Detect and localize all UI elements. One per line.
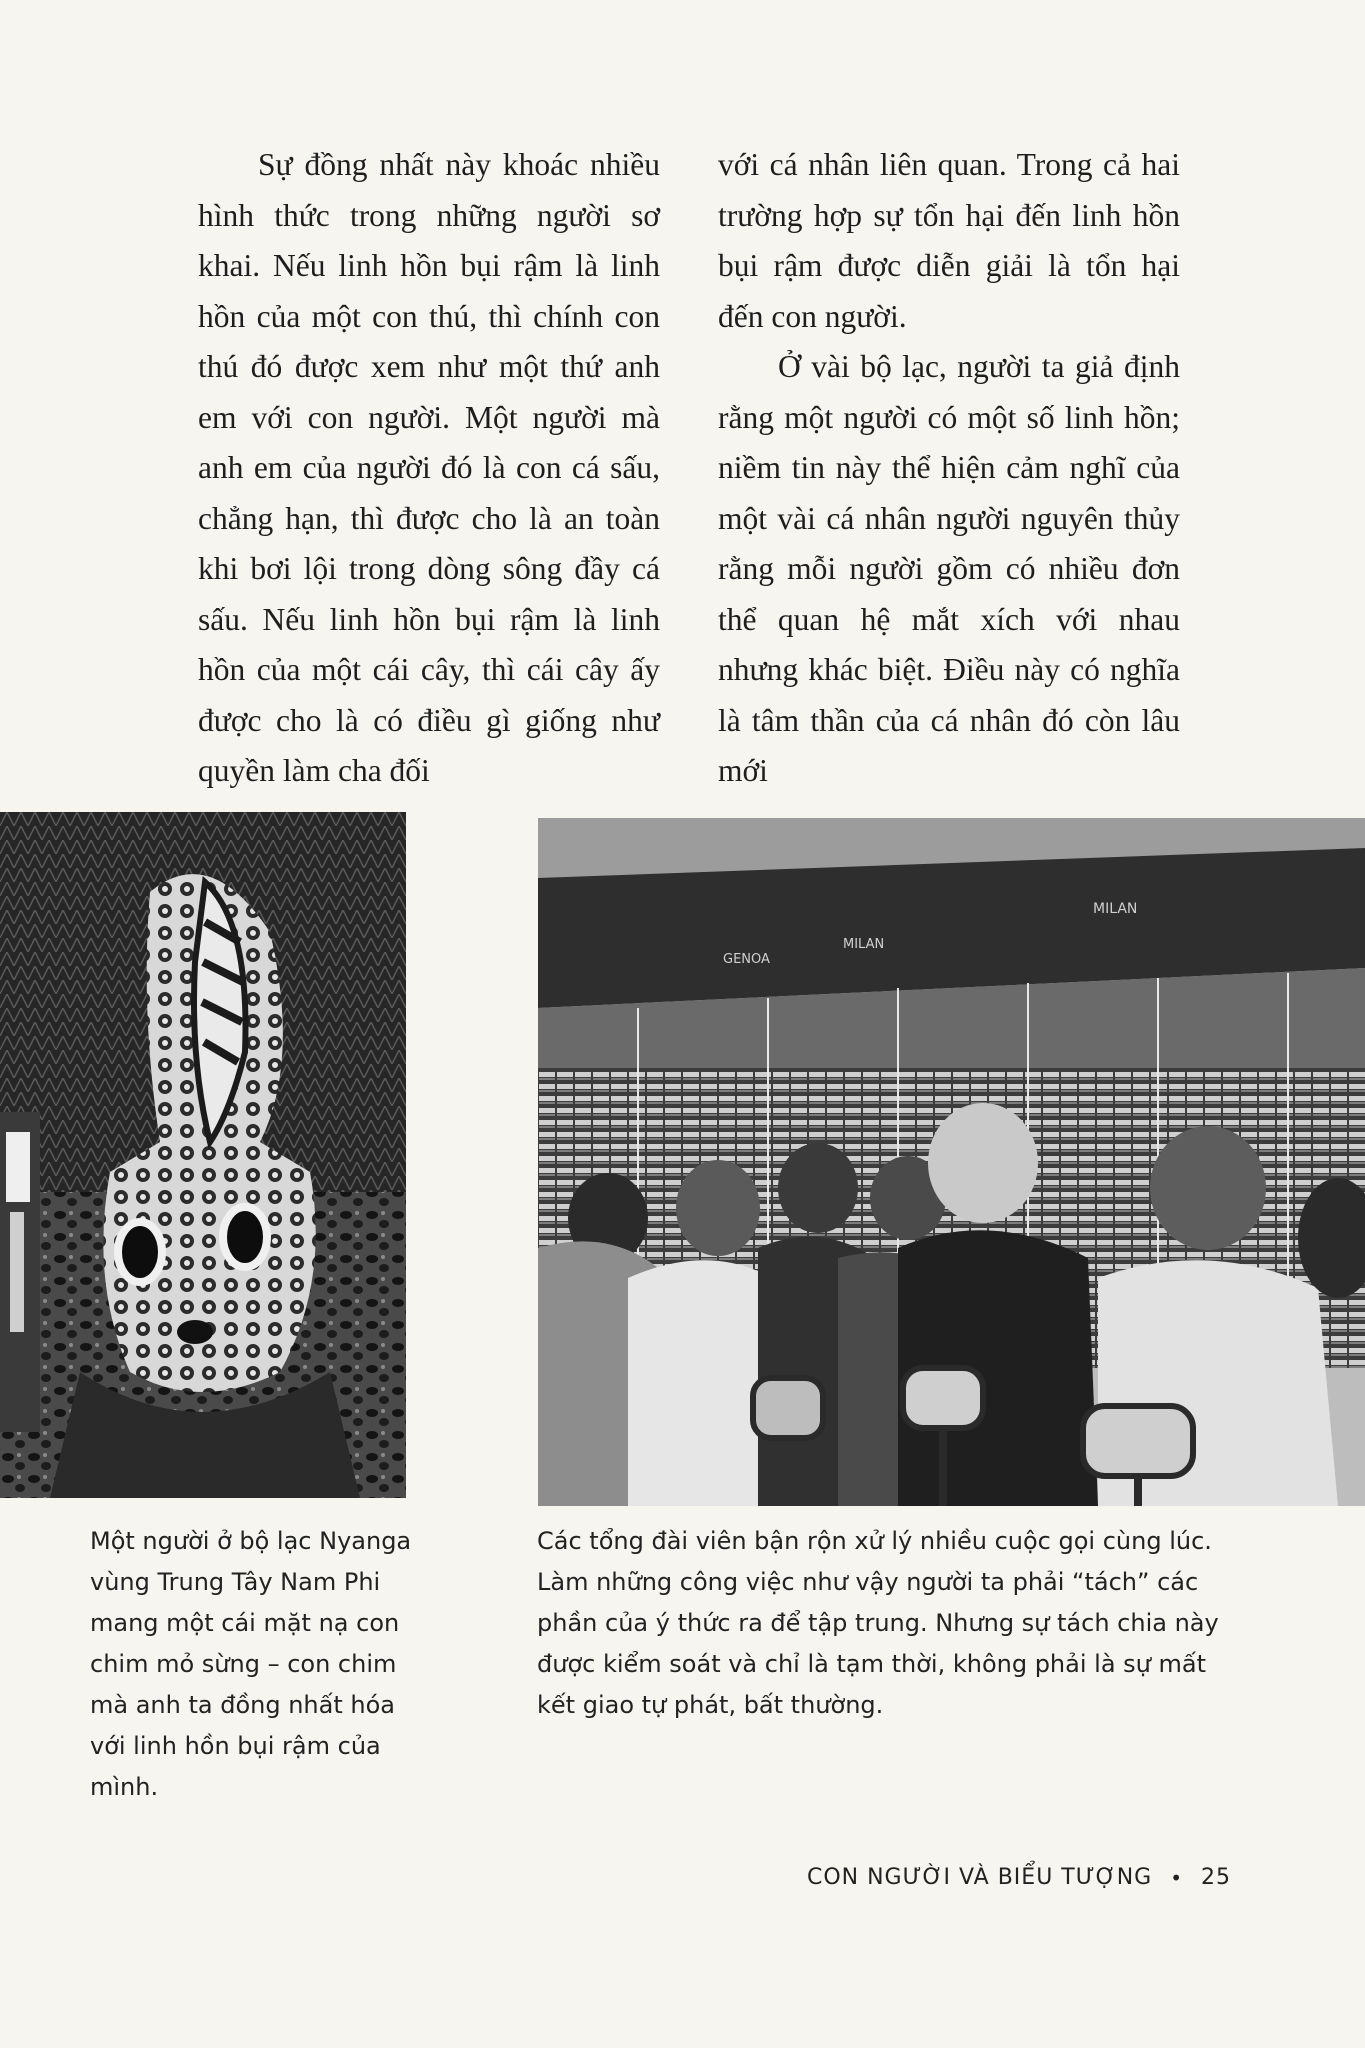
body-column-right [718,140,1180,797]
sign-genoa: GENOA [723,952,770,967]
body-paragraph-continued: với cá nhân liên quan. Trong cả hai trường hợp sự tổn hại đến linh hồn bụi rậm được diễn giải là tổn hại đến con người. [718,147,1180,334]
body-column-left [198,140,660,797]
switchboard-photo-image [538,818,1365,1506]
running-title: CON NGƯỜI VÀ BIỂU TƯỢNG [806,1865,1153,1890]
caption-mask: Một người ở bộ lạc Nyanga vùng Trung Tây Nam Phi mang một cái mặt nạ con chim mỏ sừng – con chim mà anh ta đồng nhất hóa với linh hồn bụi rậm của mình. [90,1527,412,1801]
mask-photo [0,812,406,1498]
switchboard-photo [538,818,1365,1506]
mask-photo-image [0,812,406,1498]
caption-switchboard: Các tổng đài viên bận rộn xử lý nhiều cuộc gọi cùng lúc. Làm những công việc như vậy người ta phải “tách” các phần của ý thức ra để tập trung. Nhưng sự tách chia này được kiểm soát và chỉ là tạm thời, không phải là sự mất kết giao tự phát, bất thường. [537,1527,1219,1719]
body-paragraph: Ở vài bộ lạc, người ta giả định rằng một người có một số linh hồn; niềm tin này thể hiện cảm nghĩ của một vài cá nhân người nguyên thủy rằng mỗi người gồm có nhiều đơn thể quan hệ mắt xích với nhau nhưng khác biệt. Điều này có nghĩa là tâm thần của cá nhân đó còn lâu mới [718,349,1180,788]
sign-milan: MILAN [843,937,885,952]
page-footer [807,1865,1231,1890]
sign-milan-upper: MILAN [1093,901,1138,917]
footer-separator: • [1170,1865,1183,1890]
page-number: 25 [1201,1865,1231,1890]
body-paragraph: Sự đồng nhất này khoác nhiều hình thức trong những người sơ khai. Nếu linh hồn bụi rậm là linh hồn của một con thú, thì chính con thú đó được xem như một thứ anh em với con người. Một người mà anh em của người đó là con cá sấu, chẳng hạn, thì được cho là an toàn khi bơi lội trong dòng sông đầy cá sấu. Nếu linh hồn bụi rậm là linh hồn của một cái cây, thì cái cây ấy được cho là có điều gì giống như quyền làm cha đối [198,147,660,788]
